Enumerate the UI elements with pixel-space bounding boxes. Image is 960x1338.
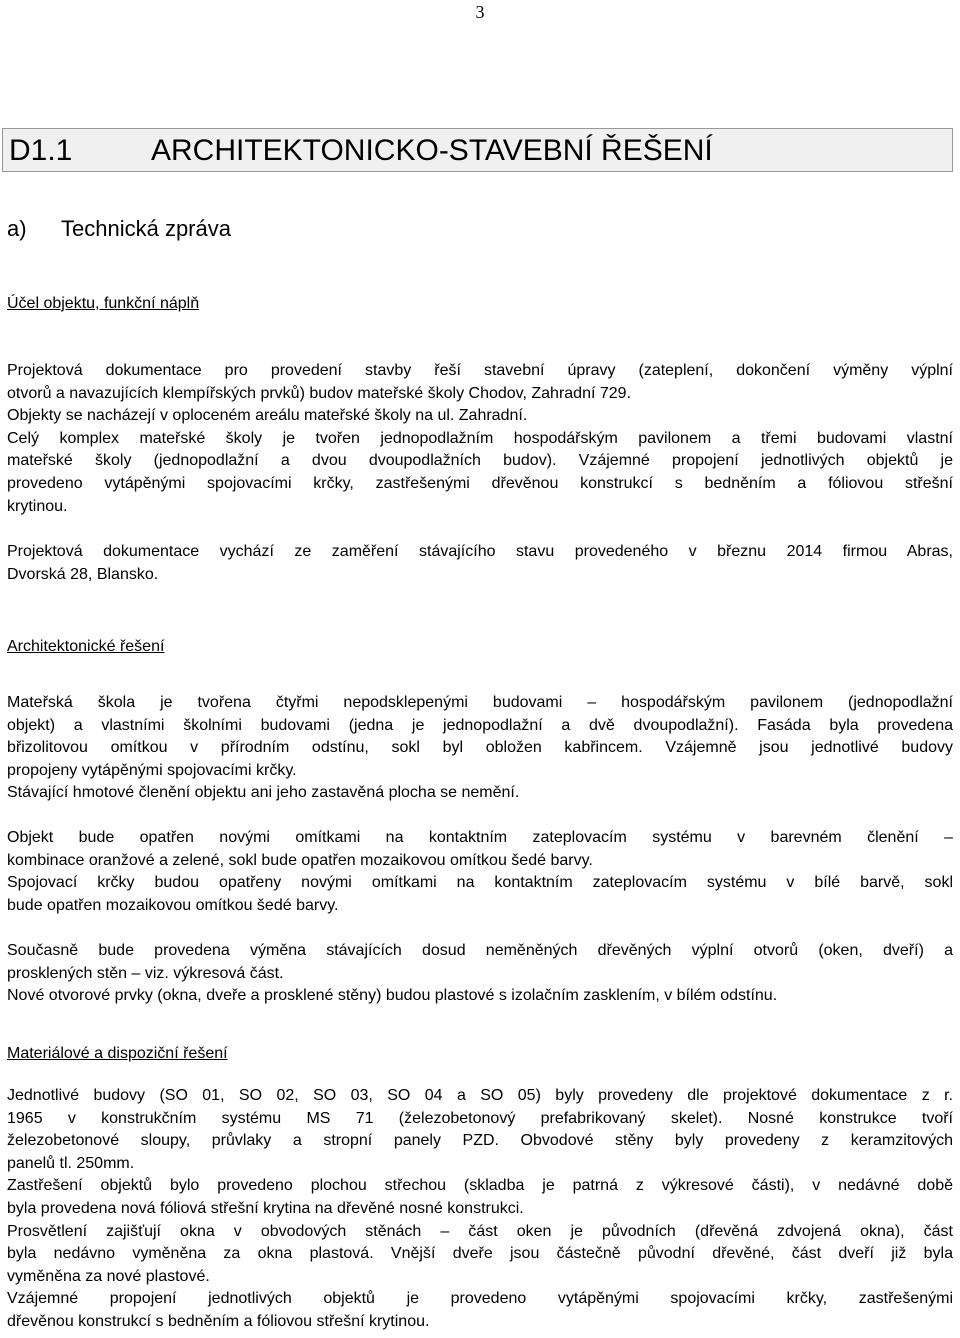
section-heading-ucel: Účel objektu, funkční náplň bbox=[7, 295, 200, 312]
paragraph-architektonicke-1 bbox=[7, 692, 953, 805]
chapter-heading bbox=[2, 128, 953, 172]
text-line: Projektová dokumentace vychází ze zaměření stávajícího stavu provedeného v březnu 2014 firmou Abras, bbox=[7, 543, 953, 560]
text-line: Zastřešení objektů bylo provedeno plochou střechou (skladba je patrná z výkresové části), v nedávné době bbox=[7, 1177, 953, 1195]
section-heading-architektonicke: Architektonické řešení bbox=[7, 638, 165, 655]
subchapter-heading bbox=[7, 214, 231, 244]
text-line: byla nedávno vyměněna za okna plastová. Vnější dveře jsou částečně původní dřevěné, část dveří již byla bbox=[7, 1245, 953, 1263]
text-line: Celý komplex mateřské školy je tvořen jednopodlažním hospodářským pavilonem a třemi budovami vlastní bbox=[7, 429, 953, 447]
text-line: provedeno vytápěnými spojovacími krčky, zastřešenými dřevěnou konstrukcí s bedněním a fóliovou střešní bbox=[7, 474, 953, 492]
chapter-title: ARCHITEKTONICKO-STAVEBNÍ ŘEŠENÍ bbox=[151, 134, 713, 167]
text-line: dřevěnou konstrukcí s bedněním a fóliovou střešní krytinou. bbox=[7, 1312, 430, 1330]
text-line: Spojovací krčky budou opatřeny novými omítkami na kontaktním zateplovacím systému v bílé barvě, sokl bbox=[7, 874, 953, 892]
text-line: byla provedena nová fóliová střešní krytina na dřevěné nosné konstrukci. bbox=[7, 1199, 524, 1217]
text-line: objekt) a vlastními školními budovami (jedna je jednopodlažní a dvě dvoupodlažní). Fasáda byla provedena bbox=[7, 716, 953, 734]
text-line: Vzájemné propojení jednotlivých objektů je provedeno vytápěnými spojovacími krčky, zastřešenými bbox=[7, 1290, 953, 1308]
text-line: bude opatřen mozaikovou omítkou šedé barvy. bbox=[7, 896, 339, 914]
text-line: mateřské školy (jednopodlažní a dvou dvoupodlažních budov). Vzájemné propojení jednotlivých objektů je bbox=[7, 452, 953, 470]
text-line: propojeny vytápěnými spojovacími krčky. bbox=[7, 761, 297, 779]
paragraph-architektonicke-2 bbox=[7, 827, 953, 917]
text-line: Prosvětlení zajišťují okna v obvodových stěnách – část oken je původních (dřevěná zdvojená okna), část bbox=[7, 1222, 953, 1240]
text-line: vyměněna za nové plastové. bbox=[7, 1267, 210, 1285]
text-line: Projektová dokumentace pro provedení stavby řeší stavební úpravy (zateplení, dokončení výměny výplní bbox=[7, 362, 953, 379]
subchapter-title: Technická zpráva bbox=[61, 216, 231, 241]
text-line: Objekty se nacházejí v oploceném areálu mateřské školy na ul. Zahradní. bbox=[7, 407, 528, 425]
text-line: otvorů a navazujících klempířských prvků) budov mateřské školy Chodov, Zahradní 729. bbox=[7, 384, 631, 402]
paragraph-architektonicke-3 bbox=[7, 940, 953, 1008]
page-number: 3 bbox=[475, 2, 485, 22]
text-line: Jednotlivé budovy (SO 01, SO 02, SO 03, SO 04 a SO 05) byly provedeny dle projektové dokumentace z r. bbox=[7, 1087, 953, 1104]
text-line: Mateřská škola je tvořena čtyřmi nepodsklepenými budovami – hospodářským pavilonem (jednopodlažní bbox=[7, 694, 953, 711]
text-line: panelů tl. 250mm. bbox=[7, 1154, 135, 1172]
text-line: krytinou. bbox=[7, 497, 68, 515]
text-line: kombinace oranžové a zelené, sokl bude opatřen mozaikovou omítkou šedé barvy. bbox=[7, 851, 593, 869]
text-line: Objekt bude opatřen novými omítkami na kontaktním zateplovacím systému v barevném členění – bbox=[7, 829, 953, 846]
section-heading-materialove: Materiálové a dispoziční řešení bbox=[7, 1045, 228, 1062]
text-line: Nové otvorové prvky (okna, dveře a prosklené stěny) budou plastové s izolačním zasklením, v bílém odstínu. bbox=[7, 987, 778, 1005]
text-line: břizolitovou omítkou v přírodním odstínu, sokl byl obložen kabřincem. Vzájemně jsou jednotlivé budovy bbox=[7, 739, 953, 757]
chapter-number: D1.1 bbox=[9, 134, 73, 167]
paragraph-ucel-2 bbox=[7, 541, 953, 586]
paragraph-materialove-1 bbox=[7, 1085, 953, 1334]
paragraph-ucel-1 bbox=[7, 360, 953, 518]
text-line: Dvorská 28, Blansko. bbox=[7, 565, 159, 583]
text-line: Současně bude provedena výměna stávajících dosud neměněných dřevěných výplní otvorů (oken, dveří) a bbox=[7, 942, 953, 959]
text-line: 1965 v konstrukčním systému MS 71 (železobetonový prefabrikovaný skelet). Nosné konstrukce tvoří bbox=[7, 1109, 953, 1127]
text-line: Stávající hmotové členění objektu ani jeho zastavěná plocha se nemění. bbox=[7, 784, 520, 802]
subchapter-letter: a) bbox=[7, 216, 27, 241]
text-line: železobetonové sloupy, průvlaky a stropní panely PZD. Obvodové stěny byly provedeny z keramzitových bbox=[7, 1132, 953, 1150]
text-line: prosklených stěn – viz. výkresová část. bbox=[7, 964, 284, 982]
